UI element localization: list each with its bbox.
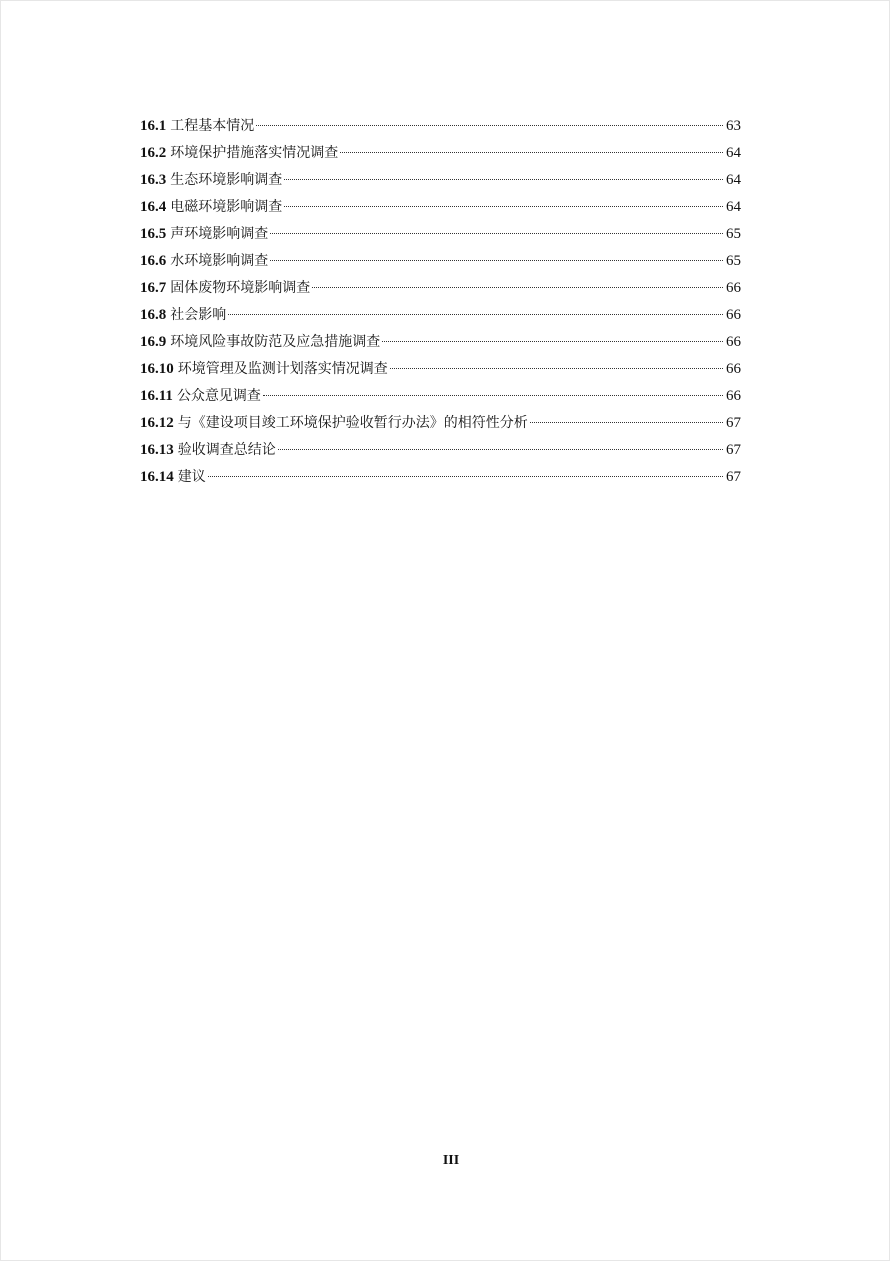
toc-entry-number: 16.13 (140, 442, 174, 458)
toc-entry-title: 固体废物环境影响调查 (170, 280, 311, 296)
toc-dot-leader (270, 260, 723, 261)
toc-entry-page: 65 (726, 253, 741, 269)
toc-entry-number: 16.5 (140, 226, 167, 242)
toc-entry[interactable] (140, 330, 741, 357)
toc-entry[interactable] (140, 249, 741, 276)
toc-entry-title: 建议 (177, 469, 206, 485)
toc-entry-title: 环境管理及监测计划落实情况调查 (177, 361, 388, 377)
toc-dot-leader (340, 152, 723, 153)
toc-entry[interactable] (140, 465, 741, 492)
toc-dot-leader (208, 476, 723, 477)
toc-dot-leader (382, 341, 723, 342)
toc-entry-page: 66 (726, 388, 741, 404)
toc-entry-title: 与《建设项目竣工环境保护验收暂行办法》的相符性分析 (177, 415, 528, 431)
toc-entry[interactable] (140, 141, 741, 168)
toc-dot-leader (530, 422, 723, 423)
toc-entry-page: 66 (726, 334, 741, 350)
toc-entry-title: 声环境影响调查 (170, 226, 269, 242)
toc-entry[interactable] (140, 195, 741, 222)
toc-entry-page: 66 (726, 361, 741, 377)
toc-entry[interactable] (140, 276, 741, 303)
toc-entry-page: 64 (726, 145, 741, 161)
toc-entry-title: 电磁环境影响调查 (170, 199, 283, 215)
toc-entry-number: 16.12 (140, 415, 174, 431)
toc-entry-title: 水环境影响调查 (170, 253, 269, 269)
toc-entry-page: 66 (726, 280, 741, 296)
toc-entry-number: 16.11 (140, 388, 173, 404)
toc-entry[interactable] (140, 384, 741, 411)
toc-entry-page: 65 (726, 226, 741, 242)
toc-entry[interactable] (140, 303, 741, 330)
toc-entry-number: 16.2 (140, 145, 167, 161)
toc-entry[interactable] (140, 222, 741, 249)
toc-entry-page: 63 (726, 118, 741, 134)
toc-entry-number: 16.8 (140, 307, 167, 323)
toc-entry[interactable] (140, 357, 741, 384)
toc-entry-title: 验收调查总结论 (177, 442, 276, 458)
toc-dot-leader (270, 233, 723, 234)
toc-entry-number: 16.14 (140, 469, 174, 485)
toc-entry-page: 66 (726, 307, 741, 323)
toc-entry-title: 环境风险事故防范及应急措施调查 (170, 334, 381, 350)
toc-dot-leader (263, 395, 723, 396)
toc-entry-number: 16.6 (140, 253, 167, 269)
table-of-contents (140, 114, 741, 492)
toc-entry-page: 64 (726, 172, 741, 188)
toc-entry[interactable] (140, 168, 741, 195)
toc-entry-title: 工程基本情况 (170, 118, 255, 134)
toc-entry-number: 16.1 (140, 118, 167, 134)
toc-entry-title: 社会影响 (170, 307, 227, 323)
toc-entry-page: 67 (726, 415, 741, 431)
toc-entry-number: 16.7 (140, 280, 167, 296)
toc-dot-leader (228, 314, 723, 315)
page-number: III (442, 1153, 460, 1168)
toc-entry-title: 环境保护措施落实情况调查 (170, 145, 339, 161)
toc-entry[interactable] (140, 114, 741, 141)
toc-dot-leader (284, 206, 723, 207)
toc-dot-leader (312, 287, 723, 288)
toc-entry-page: 67 (726, 469, 741, 485)
toc-entry-page: 67 (726, 442, 741, 458)
toc-entry[interactable] (140, 438, 741, 465)
toc-entry-number: 16.10 (140, 361, 174, 377)
toc-entry-number: 16.4 (140, 199, 167, 215)
toc-dot-leader (284, 179, 723, 180)
toc-entry-page: 64 (726, 199, 741, 215)
toc-entry-number: 16.9 (140, 334, 167, 350)
toc-entry[interactable] (140, 411, 741, 438)
toc-dot-leader (278, 449, 723, 450)
toc-entry-number: 16.3 (140, 172, 167, 188)
toc-entry-title: 生态环境影响调查 (170, 172, 283, 188)
toc-entry-title: 公众意见调查 (176, 388, 261, 404)
toc-dot-leader (390, 368, 723, 369)
toc-dot-leader (256, 125, 723, 126)
